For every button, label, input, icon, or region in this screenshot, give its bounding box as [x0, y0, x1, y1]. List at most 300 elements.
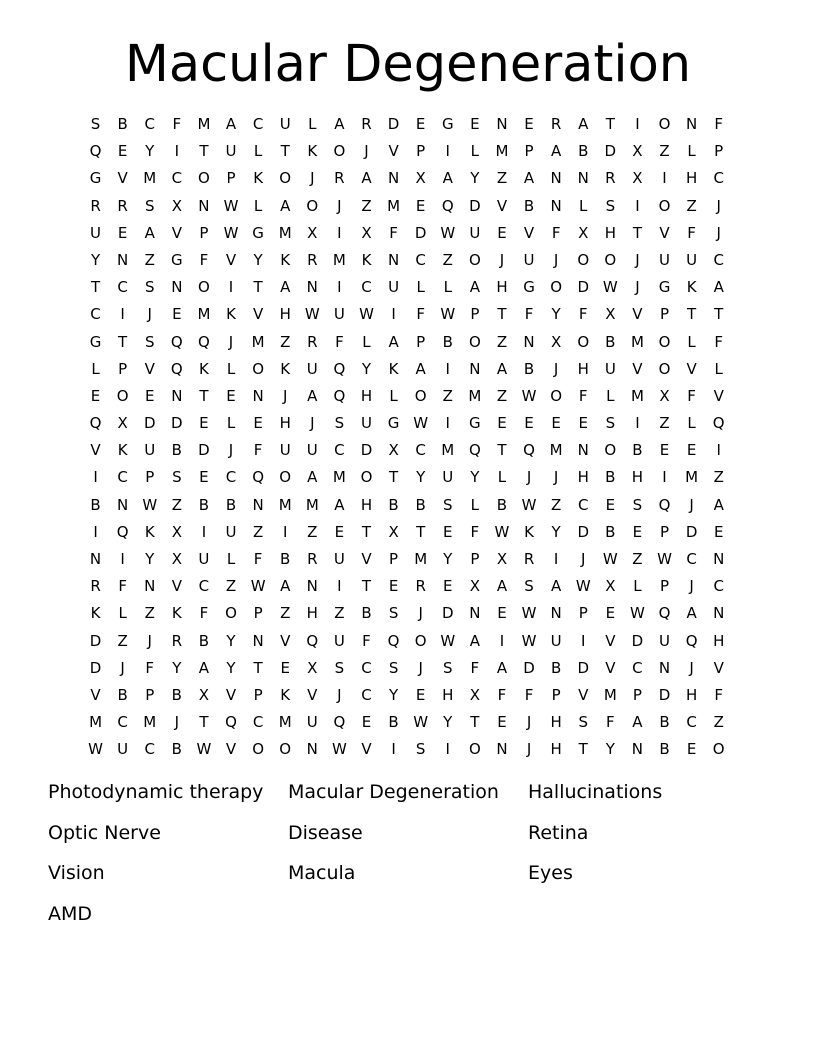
grid-letter: Z — [361, 196, 372, 215]
grid-letter: J — [689, 495, 694, 514]
grid-letter: N — [713, 604, 725, 623]
grid-letter: V — [361, 740, 372, 759]
grid-letter: B — [578, 142, 589, 161]
grid-letter: L — [253, 196, 263, 215]
grid-letter: A — [469, 631, 480, 650]
grid-letter: N — [306, 740, 318, 759]
grid-letter: G — [387, 414, 400, 433]
grid-letter: M — [278, 495, 292, 514]
grid-letter: Z — [144, 604, 155, 623]
grid-letter: D — [523, 658, 535, 677]
grid-letter: W — [494, 522, 510, 541]
grid-letter: B — [523, 359, 535, 378]
grid-row — [82, 437, 732, 464]
grid-letter: M — [197, 305, 211, 324]
grid-letter: L — [253, 142, 263, 161]
grid-letter: B — [361, 604, 372, 623]
grid-letter: A — [307, 468, 318, 487]
grid-letter: B — [171, 740, 182, 759]
grid-letter: U — [686, 250, 698, 269]
grid-letter: O — [198, 278, 210, 297]
grid-letter: J — [499, 250, 505, 269]
grid-letter: V — [388, 142, 399, 161]
grid-letter: U — [306, 359, 318, 378]
grid-letter: L — [118, 604, 127, 623]
grid-letter: O — [604, 250, 617, 269]
grid-letter: U — [225, 522, 237, 541]
grid-letter: V — [659, 223, 670, 242]
grid-letter: O — [279, 468, 292, 487]
grid-letter: Q — [658, 604, 671, 623]
page-title: Macular Degeneration — [124, 35, 692, 94]
grid-letter: H — [550, 740, 562, 759]
grid-letter: D — [360, 441, 373, 460]
grid-letter: N — [577, 169, 589, 188]
grid-letter: O — [712, 740, 725, 759]
grid-letter: O — [658, 332, 671, 351]
grid-letter: V — [280, 631, 291, 650]
grid-letter: A — [469, 278, 480, 297]
grid-letter: N — [496, 115, 508, 133]
grid-letter: O — [658, 115, 671, 133]
grid-letter: H — [496, 278, 508, 297]
grid-letter: J — [553, 359, 559, 378]
grid-letter: T — [687, 305, 697, 324]
grid-letter: B — [605, 468, 616, 487]
grid-letter: Z — [713, 468, 724, 487]
grid-letter: E — [443, 577, 453, 596]
grid-letter: K — [280, 250, 291, 269]
grid-letter: A — [713, 495, 724, 514]
grid-letter: A — [496, 658, 508, 677]
grid-letter: B — [198, 495, 210, 514]
grid-letter: D — [577, 658, 590, 677]
grid-letter: X — [659, 386, 670, 405]
grid-letter: W — [223, 223, 239, 242]
grid-letter: G — [89, 169, 102, 188]
grid-letter: S — [605, 414, 616, 433]
grid-letter: W — [142, 495, 158, 514]
grid-letter: Y — [253, 250, 263, 269]
grid-letter: C — [713, 577, 724, 596]
grid-row — [82, 274, 732, 301]
grid-letter: V — [632, 305, 643, 324]
grid-letter: Z — [307, 522, 318, 541]
grid-letter: I — [716, 441, 721, 460]
grid-letter: D — [441, 604, 454, 623]
grid-letter: Z — [659, 142, 670, 161]
grid-letter: E — [415, 685, 426, 704]
grid-letter: E — [361, 713, 372, 732]
grid-letter: M — [441, 441, 455, 460]
grid-letter: D — [387, 115, 400, 133]
grid-letter: D — [577, 522, 590, 541]
grid-letter: W — [331, 740, 347, 759]
grid-letter: J — [228, 441, 234, 460]
grid-letter: K — [280, 359, 291, 378]
grid-letter: A — [280, 577, 291, 596]
grid-letter: B — [415, 495, 426, 514]
grid-letter: V — [605, 631, 616, 650]
grid-letter: T — [118, 332, 128, 351]
grid-letter: T — [361, 577, 372, 596]
grid-letter: N — [252, 495, 264, 514]
grid-letter: F — [714, 115, 724, 133]
grid-letter: D — [198, 441, 210, 460]
grid-letter: N — [550, 604, 562, 623]
grid-letter: O — [279, 169, 292, 188]
grid-letter: U — [388, 278, 400, 297]
grid-letter: A — [198, 658, 210, 677]
grid-letter: V — [171, 223, 182, 242]
grid-letter: V — [225, 250, 237, 269]
grid-letter: Z — [632, 550, 643, 568]
grid-letter: A — [442, 169, 453, 188]
grid-letter: A — [632, 713, 643, 732]
grid-letter: E — [199, 468, 209, 487]
grid-letter: V — [361, 550, 372, 568]
grid-letter: Y — [551, 305, 561, 324]
grid-letter: M — [468, 386, 482, 405]
grid-letter: J — [310, 169, 315, 188]
grid-letter: G — [658, 278, 671, 297]
grid-letter: M — [685, 468, 699, 487]
grid-letter: N — [252, 386, 264, 405]
word-item: Photodynamic therapy — [48, 781, 264, 803]
grid-letter: N — [387, 169, 400, 188]
grid-letter: E — [578, 414, 588, 433]
grid-letter: N — [144, 577, 156, 596]
grid-letter: R — [307, 550, 318, 568]
grid-letter: A — [307, 386, 318, 405]
grid-letter: V — [578, 685, 589, 704]
grid-letter: W — [440, 305, 456, 324]
grid-letter: T — [578, 740, 588, 759]
grid-letter: H — [631, 468, 644, 487]
grid-letter: Z — [334, 604, 345, 623]
grid-letter: L — [687, 332, 696, 351]
grid-letter: N — [306, 577, 318, 596]
grid-letter: X — [171, 196, 182, 215]
grid-letter: W — [521, 631, 537, 650]
grid-letter: U — [360, 414, 372, 433]
grid-row — [82, 220, 732, 247]
grid-letter: D — [89, 658, 102, 677]
grid-letter: M — [251, 332, 265, 351]
grid-letter: C — [361, 278, 372, 297]
grid-letter: V — [225, 740, 237, 759]
grid-letter: T — [714, 305, 724, 324]
grid-letter: W — [196, 740, 212, 759]
grid-letter: T — [497, 441, 507, 460]
grid-letter: L — [362, 332, 371, 351]
grid-letter: V — [523, 223, 535, 242]
grid-letter: O — [306, 196, 319, 215]
grid-letter: X — [117, 414, 128, 433]
grid-letter: U — [279, 115, 291, 133]
grid-letter: C — [252, 115, 264, 133]
grid-letter: I — [553, 550, 559, 568]
grid-letter: Q — [252, 468, 265, 487]
grid-letter: L — [687, 142, 696, 161]
grid-letter: W — [575, 577, 591, 596]
grid-letter: O — [468, 740, 481, 759]
word-item: Disease — [288, 821, 363, 844]
grid-letter: Q — [712, 414, 725, 433]
grid-letter: N — [496, 740, 508, 759]
grid-letter: D — [414, 223, 427, 242]
grid-letter: J — [689, 658, 694, 677]
grid-letter: V — [117, 169, 128, 188]
grid-letter: G — [252, 223, 264, 242]
grid-letter: E — [497, 414, 507, 433]
grid-letter: F — [714, 332, 724, 351]
grid-letter: T — [497, 305, 507, 324]
grid-letter: Q — [468, 441, 481, 460]
grid-letter: G — [523, 278, 535, 297]
grid-letter: V — [632, 359, 643, 378]
grid-letter: J — [418, 604, 423, 623]
grid-letter: Z — [280, 332, 291, 351]
grid-letter: D — [143, 414, 156, 433]
grid-letter: Z — [171, 495, 182, 514]
grid-letter: A — [686, 604, 697, 623]
grid-letter: I — [445, 142, 450, 161]
grid-letter: J — [635, 250, 640, 269]
grid-row — [82, 655, 732, 682]
grid-letter: X — [171, 522, 182, 541]
grid-letter: Z — [225, 577, 237, 596]
grid-letter: U — [306, 713, 318, 732]
grid-letter: F — [199, 604, 209, 623]
grid-letter: N — [306, 278, 318, 297]
grid-letter: W — [657, 550, 672, 568]
grid-letter: C — [117, 713, 128, 732]
grid-letter: Y — [172, 658, 182, 677]
grid-letter: U — [279, 441, 291, 460]
grid-letter: X — [388, 441, 399, 460]
grid-letter: O — [360, 468, 373, 487]
grid-letter: C — [577, 495, 589, 514]
grid-letter: T — [199, 713, 209, 732]
grid-letter: M — [305, 495, 319, 514]
grid-letter: S — [443, 658, 453, 677]
grid-letter: D — [171, 414, 183, 433]
grid-letter: V — [90, 441, 101, 460]
grid-letter: O — [252, 359, 265, 378]
grid-letter: X — [388, 522, 399, 541]
grid-letter: L — [470, 142, 480, 161]
grid-letter: L — [389, 386, 398, 405]
grid-letter: N — [252, 631, 264, 650]
grid-letter: K — [388, 359, 399, 378]
grid-letter: V — [496, 196, 508, 215]
grid-letter: B — [442, 332, 453, 351]
grid-letter: H — [604, 223, 616, 242]
grid-letter: J — [418, 658, 423, 677]
grid-letter: E — [497, 713, 507, 732]
grid-row — [82, 193, 732, 220]
grid-letter: X — [198, 685, 210, 704]
grid-letter: R — [605, 169, 616, 188]
grid-row — [82, 628, 732, 655]
grid-letter: H — [685, 169, 698, 188]
grid-letter: B — [496, 495, 508, 514]
grid-letter: P — [253, 604, 263, 623]
grid-letter: M — [630, 332, 644, 351]
grid-letter: R — [90, 577, 101, 596]
grid-letter: B — [90, 495, 101, 514]
grid-letter: V — [225, 685, 237, 704]
grid-letter: E — [388, 577, 399, 596]
grid-letter: I — [337, 577, 342, 596]
grid-letter: L — [687, 414, 696, 433]
grid-letter: C — [713, 169, 724, 188]
grid-letter: O — [658, 359, 671, 378]
grid-letter: Z — [252, 522, 264, 541]
grid-letter: R — [171, 631, 183, 650]
grid-letter: S — [415, 740, 426, 759]
grid-letter: X — [469, 577, 480, 596]
grid-letter: B — [171, 441, 182, 460]
grid-letter: B — [659, 713, 670, 732]
grid-letter: I — [93, 522, 98, 541]
grid-letter: F — [606, 713, 615, 732]
grid-letter: N — [198, 196, 210, 215]
grid-letter: A — [388, 332, 399, 351]
grid-letter: E — [497, 604, 507, 623]
grid-letter: E — [632, 522, 643, 541]
grid-letter: L — [470, 495, 480, 514]
grid-letter: C — [713, 250, 724, 269]
grid-row — [82, 301, 732, 328]
grid-letter: K — [361, 250, 372, 269]
grid-letter: N — [117, 495, 129, 514]
grid-letter: B — [388, 495, 399, 514]
grid-letter: B — [605, 522, 616, 541]
grid-letter: X — [632, 169, 643, 188]
grid-letter: A — [280, 196, 291, 215]
grid-letter: I — [228, 278, 234, 297]
grid-row — [82, 736, 732, 763]
grid-letter: B — [523, 196, 535, 215]
grid-letter: O — [198, 169, 210, 188]
grid-letter: P — [470, 550, 480, 568]
word-item: AMD — [48, 903, 93, 926]
grid-letter: F — [416, 305, 425, 324]
grid-letter: L — [497, 468, 507, 487]
grid-letter: N — [171, 278, 183, 297]
grid-letter: J — [147, 305, 152, 324]
grid-letter: L — [226, 359, 236, 378]
grid-letter: P — [145, 685, 155, 704]
letter-grid — [82, 111, 732, 764]
grid-letter: X — [551, 332, 562, 351]
word-item: Macula — [288, 862, 356, 885]
grid-letter: Y — [443, 713, 453, 732]
grid-letter: X — [415, 169, 426, 188]
grid-letter: B — [659, 740, 670, 759]
grid-letter: D — [89, 631, 102, 650]
grid-row — [82, 682, 732, 709]
grid-letter: I — [93, 468, 98, 487]
grid-letter: M — [603, 685, 617, 704]
grid-row — [82, 138, 732, 165]
grid-row — [82, 600, 732, 627]
grid-letter: D — [604, 142, 617, 161]
grid-letter: N — [631, 740, 644, 759]
grid-letter: P — [253, 685, 263, 704]
grid-letter: A — [280, 278, 291, 297]
grid-letter: Q — [387, 631, 400, 650]
grid-letter: I — [201, 522, 207, 541]
grid-letter: U — [442, 468, 454, 487]
grid-letter: M — [630, 386, 644, 405]
grid-letter: F — [199, 250, 209, 269]
grid-letter: A — [496, 359, 508, 378]
grid-letter: M — [278, 223, 292, 242]
grid-letter: K — [199, 359, 209, 378]
word-item: Hallucinations — [528, 781, 663, 803]
grid-letter: H — [577, 359, 589, 378]
grid-letter: P — [416, 332, 426, 351]
grid-letter: F — [253, 441, 263, 460]
grid-letter: P — [118, 359, 128, 378]
grid-letter: O — [279, 740, 292, 759]
grid-letter: V — [144, 359, 155, 378]
grid-letter: Q — [441, 196, 454, 215]
grid-letter: U — [306, 441, 318, 460]
grid-row — [82, 519, 732, 546]
grid-letter: I — [391, 305, 396, 324]
grid-letter: J — [120, 658, 125, 677]
grid-letter: F — [470, 658, 480, 677]
grid-letter: S — [172, 468, 182, 487]
grid-letter: E — [524, 115, 534, 133]
grid-letter: J — [581, 550, 586, 568]
grid-letter: R — [334, 169, 345, 188]
grid-letter: T — [253, 658, 263, 677]
grid-letter: N — [387, 250, 400, 269]
grid-letter: E — [144, 386, 155, 405]
grid-letter: M — [89, 713, 103, 732]
grid-letter: L — [226, 414, 236, 433]
grid-letter: M — [143, 169, 157, 188]
grid-letter: C — [415, 441, 426, 460]
grid-letter: Z — [442, 386, 453, 405]
grid-letter: L — [579, 196, 588, 215]
grid-letter: H — [713, 631, 725, 650]
grid-letter: T — [416, 522, 426, 541]
grid-letter: S — [388, 658, 399, 677]
grid-letter: F — [145, 658, 155, 677]
grid-letter: T — [470, 713, 480, 732]
grid-letter: P — [659, 577, 670, 596]
grid-letter: V — [90, 685, 101, 704]
grid-letter: O — [550, 278, 563, 297]
grid-letter: P — [659, 522, 670, 541]
grid-letter: F — [714, 685, 724, 704]
grid-letter: T — [361, 522, 372, 541]
grid-letter: J — [228, 332, 234, 351]
grid-letter: S — [578, 713, 588, 732]
grid-letter: Z — [280, 604, 291, 623]
grid-letter: I — [635, 196, 640, 215]
grid-letter: B — [605, 332, 616, 351]
grid-letter: Y — [388, 685, 399, 704]
grid-letter: R — [523, 550, 535, 568]
grid-letter: W — [413, 414, 429, 433]
